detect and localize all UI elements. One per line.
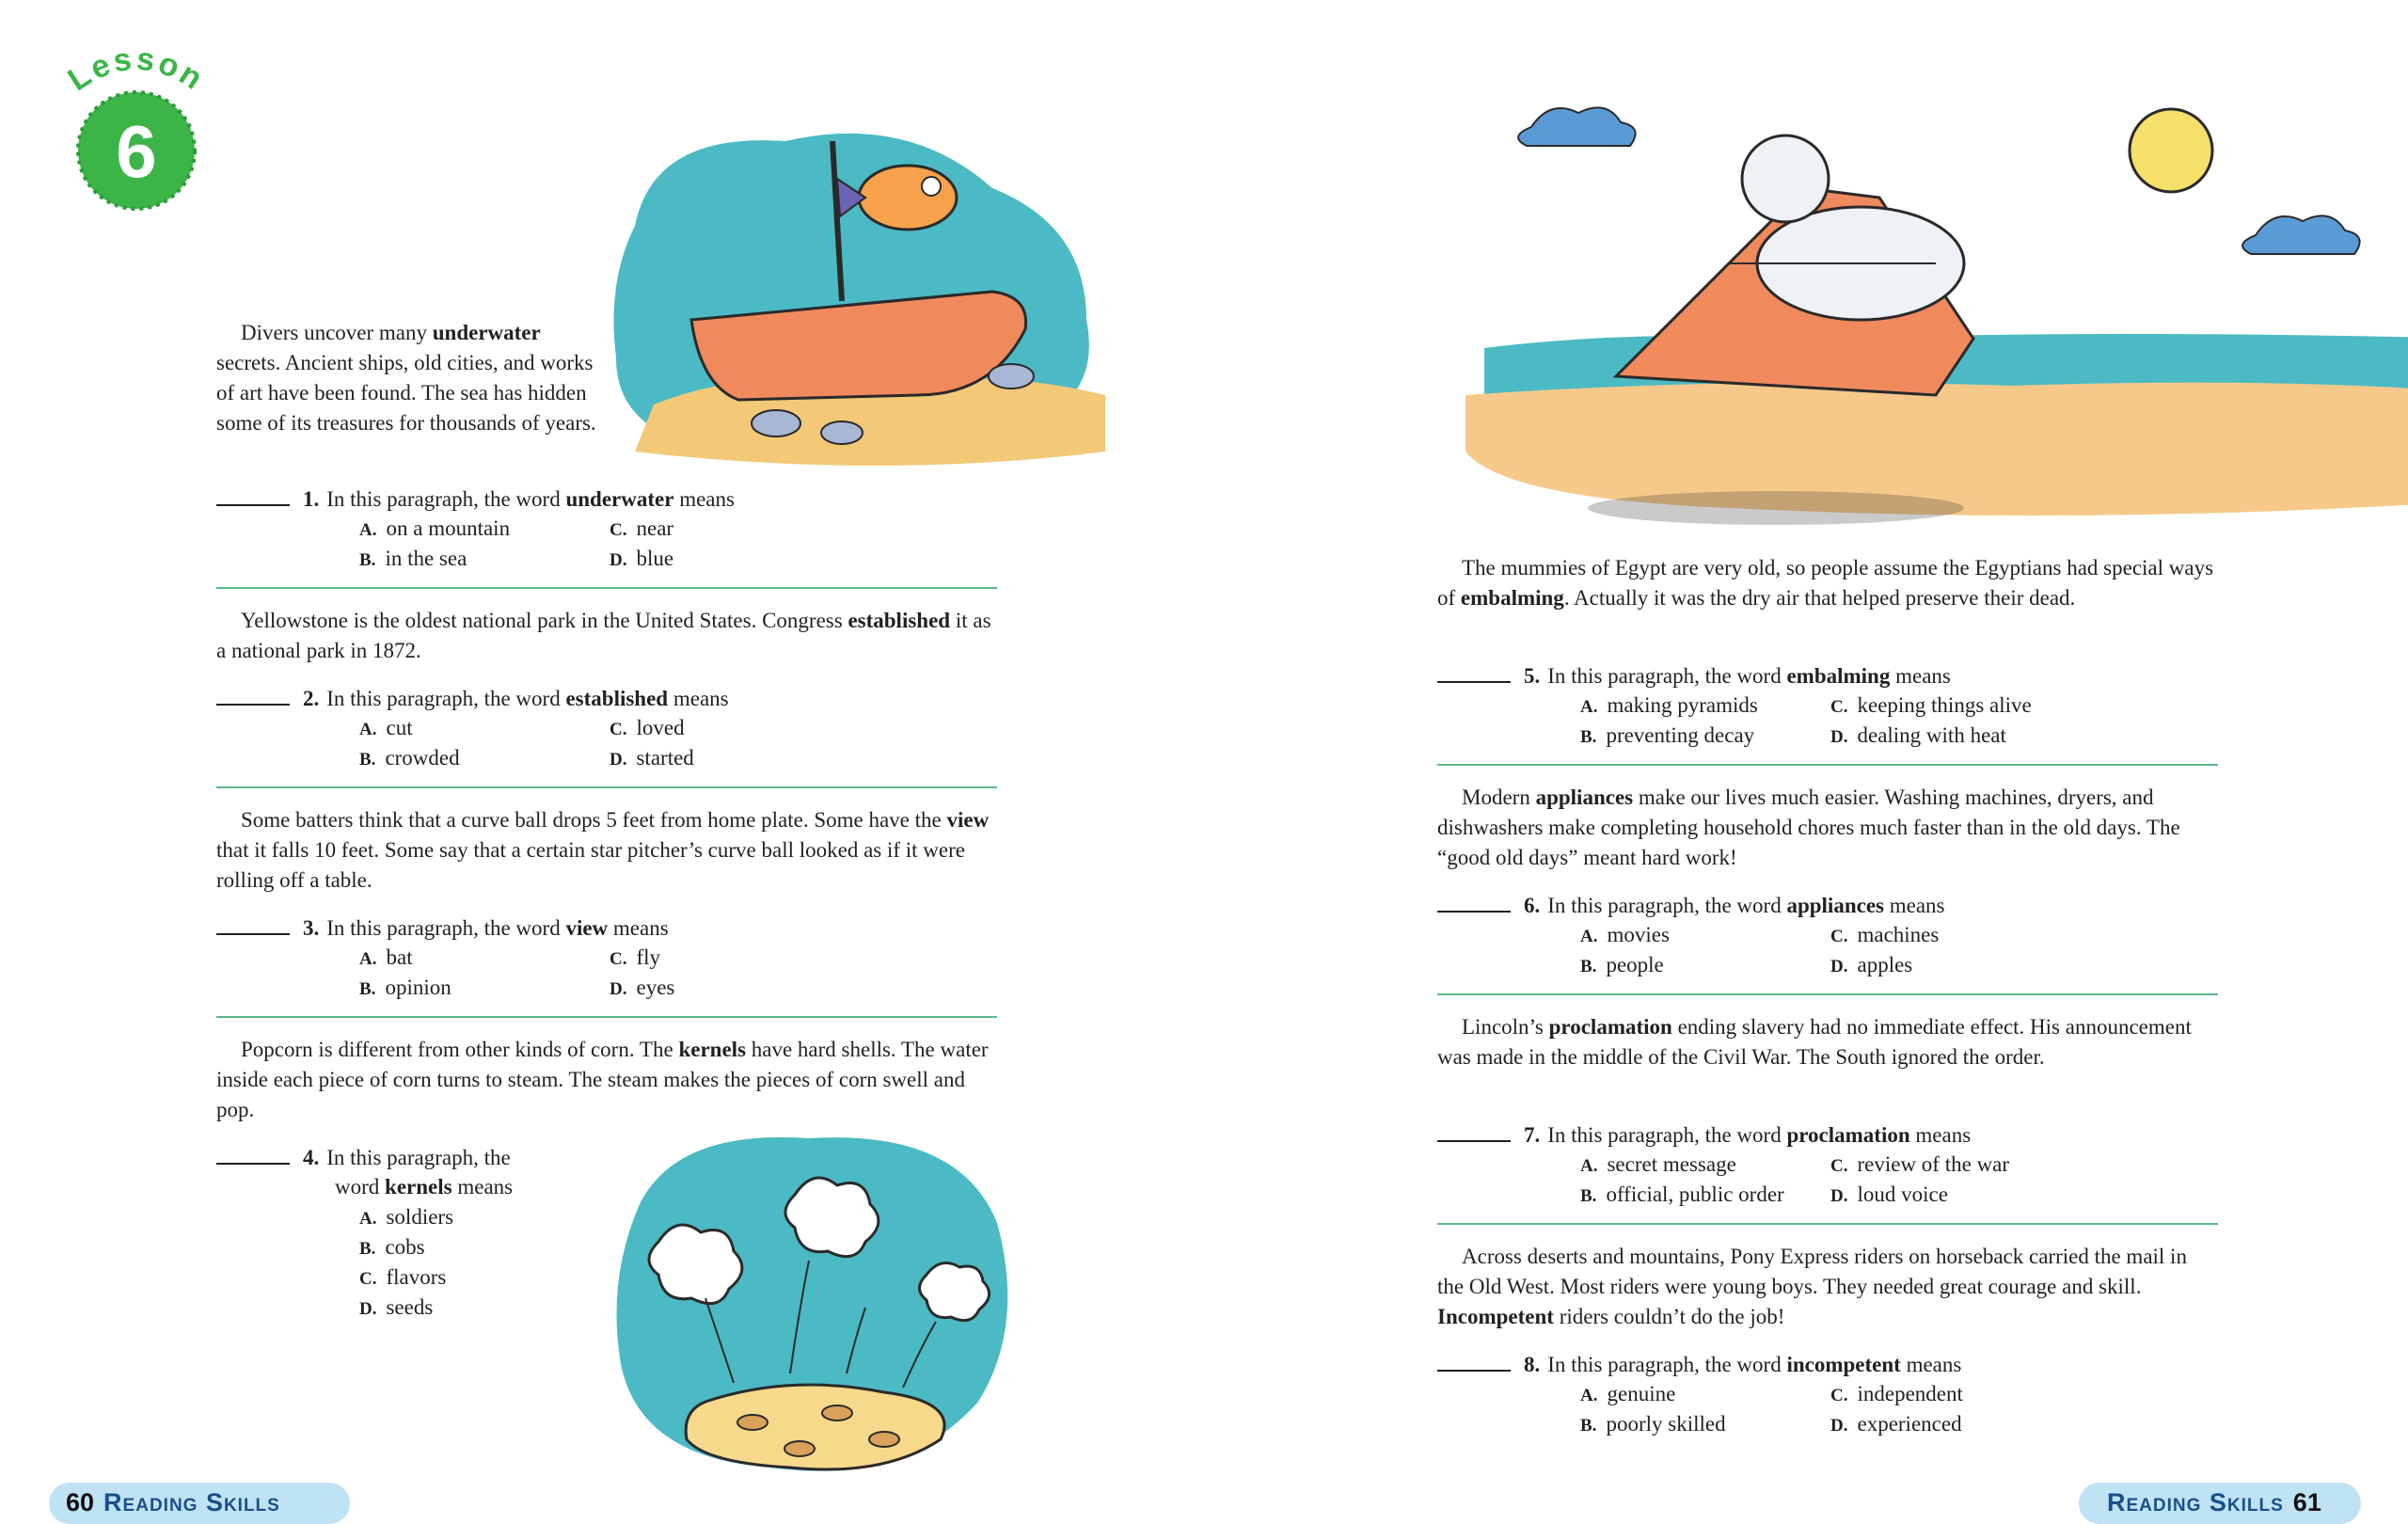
option-7b[interactable]: B. official, public order — [1580, 1183, 1784, 1206]
option-8a[interactable]: A. genuine — [1580, 1382, 1676, 1405]
option-6d[interactable]: D. apples — [1830, 953, 1913, 976]
option-7d[interactable]: D. loud voice — [1830, 1183, 1948, 1206]
paragraph-1: Divers uncover many underwater secrets. Ancient ships, old cities, and works of art have been found. The sea has hidden some of its treasures for thousands of years. — [216, 321, 596, 435]
option-2b[interactable]: B. crowded — [359, 746, 460, 770]
divider — [1437, 764, 2218, 766]
option-8c[interactable]: C. independent — [1830, 1382, 1963, 1405]
option-7c[interactable]: C. review of the war — [1830, 1152, 2010, 1176]
page-number-left: 60 — [66, 1488, 95, 1516]
lesson-number: 6 — [116, 110, 157, 193]
footer-title-right: Reading Skills — [2107, 1488, 2284, 1516]
option-4d[interactable]: D. seeds — [359, 1295, 434, 1319]
option-7a[interactable]: A. secret message — [1580, 1152, 1736, 1176]
answer-blank-3[interactable] — [216, 913, 290, 935]
mummy-beach-illustration — [1447, 56, 2408, 527]
answer-blank-2[interactable] — [216, 683, 290, 706]
page-number-right: 61 — [2292, 1488, 2321, 1516]
divider — [1437, 1223, 2218, 1225]
divider — [1437, 993, 2218, 995]
option-1b[interactable]: B. in the sea — [359, 547, 467, 570]
option-4c[interactable]: C. flavors — [359, 1265, 447, 1289]
option-6b[interactable]: B. people — [1580, 953, 1664, 976]
option-8d[interactable]: D. experienced — [1830, 1412, 1962, 1436]
question-3: 3. In this paragraph, the word view means — [216, 913, 669, 944]
paragraph-4: Popcorn is different from other kinds of corn. The kernels have hard shells. The water inside each piece of corn turns to steam. The steam makes the pieces of corn swell and pop. — [216, 1038, 989, 1121]
option-5c[interactable]: C. keeping things alive — [1830, 693, 2032, 717]
option-6c[interactable]: C. machines — [1830, 923, 1940, 946]
answer-blank-7[interactable] — [1437, 1119, 1511, 1142]
answer-blank-4[interactable] — [216, 1142, 290, 1165]
option-8b[interactable]: B. poorly skilled — [1580, 1412, 1726, 1436]
option-1d[interactable]: D. blue — [610, 547, 674, 570]
option-2a[interactable]: A. cut — [359, 716, 413, 739]
divider — [216, 786, 997, 788]
question-7: 7. In this paragraph, the word proclamation means — [1437, 1119, 1971, 1151]
paragraph-3: Some batters think that a curve ball drops 5 feet from home plate. Some have the view that it falls 10 feet. Some say that a certain star pitcher’s curve ball looked as if it were rolling off a table. — [216, 808, 990, 892]
question-5: 5. In this paragraph, the word embalming means — [1437, 660, 1951, 691]
question-2: 2. In this paragraph, the word established means — [216, 683, 729, 714]
question-4-line2: word kernels means — [335, 1175, 514, 1199]
left-page — [0, 0, 1204, 1523]
popcorn-illustration — [602, 1119, 1035, 1486]
lesson-badge — [47, 47, 226, 216]
option-2d[interactable]: D. started — [610, 746, 694, 770]
option-5b[interactable]: B. preventing decay — [1580, 723, 1755, 747]
option-3d[interactable]: D. eyes — [610, 976, 675, 999]
paragraph-8: Across deserts and mountains, Pony Express riders on horseback carried the mail in the Old West. Most riders were young boys. They needed great courage and skill. Incompetent riders couldn’t do the job! — [1437, 1245, 2187, 1328]
option-5a[interactable]: A. making pyramids — [1580, 693, 1758, 717]
right-page — [1204, 0, 2408, 1523]
divider — [216, 1016, 997, 1018]
option-4b[interactable]: B. cobs — [359, 1235, 425, 1259]
question-6: 6. In this paragraph, the word appliances means — [1437, 890, 1945, 921]
divider — [216, 587, 997, 589]
footer-left — [56, 1488, 280, 1517]
option-2c[interactable]: C. loved — [610, 716, 685, 739]
option-6a[interactable]: A. movies — [1580, 923, 1670, 946]
option-1c[interactable]: C. near — [610, 516, 674, 540]
option-5d[interactable]: D. dealing with heat — [1830, 723, 2006, 747]
option-3b[interactable]: B. opinion — [359, 976, 452, 999]
paragraph-7: Lincoln’s proclamation ending slavery had no immediate effect. His announcement was made in the middle of the Civil War. The South ignored the order. — [1437, 1015, 2192, 1069]
paragraph-2: Yellowstone is the oldest national park in the United States. Congress established it as a national park in 1872. — [216, 609, 991, 662]
footer-right — [2107, 1488, 2331, 1517]
question-8: 8. In this paragraph, the word incompetent means — [1437, 1349, 1961, 1380]
answer-blank-5[interactable] — [1437, 660, 1511, 683]
option-1a[interactable]: A. on a mountain — [359, 516, 511, 540]
shipwreck-illustration — [597, 113, 1124, 480]
footer-title-left: Reading Skills — [103, 1488, 280, 1516]
lesson-word: Lesson — [61, 47, 212, 99]
answer-blank-1[interactable] — [216, 484, 290, 506]
answer-blank-6[interactable] — [1437, 890, 1511, 913]
question-1: 1. In this paragraph, the word underwater means — [216, 484, 735, 515]
option-3a[interactable]: A. bat — [359, 945, 413, 969]
option-4a[interactable]: A. soldiers — [359, 1205, 454, 1229]
paragraph-5: The mummies of Egypt are very old, so people assume the Egyptians had special ways of embalming. Actually it was the dry air that helped preserve their dead. — [1437, 556, 2214, 610]
answer-blank-8[interactable] — [1437, 1349, 1511, 1372]
question-4: 4. In this paragraph, the — [216, 1142, 511, 1173]
option-3c[interactable]: C. fly — [610, 945, 661, 969]
paragraph-6: Modern appliances make our lives much easier. Washing machines, dryers, and dishwashers make completing household chores much faster than in the old days. The “good old days” meant hard work! — [1437, 786, 2180, 869]
